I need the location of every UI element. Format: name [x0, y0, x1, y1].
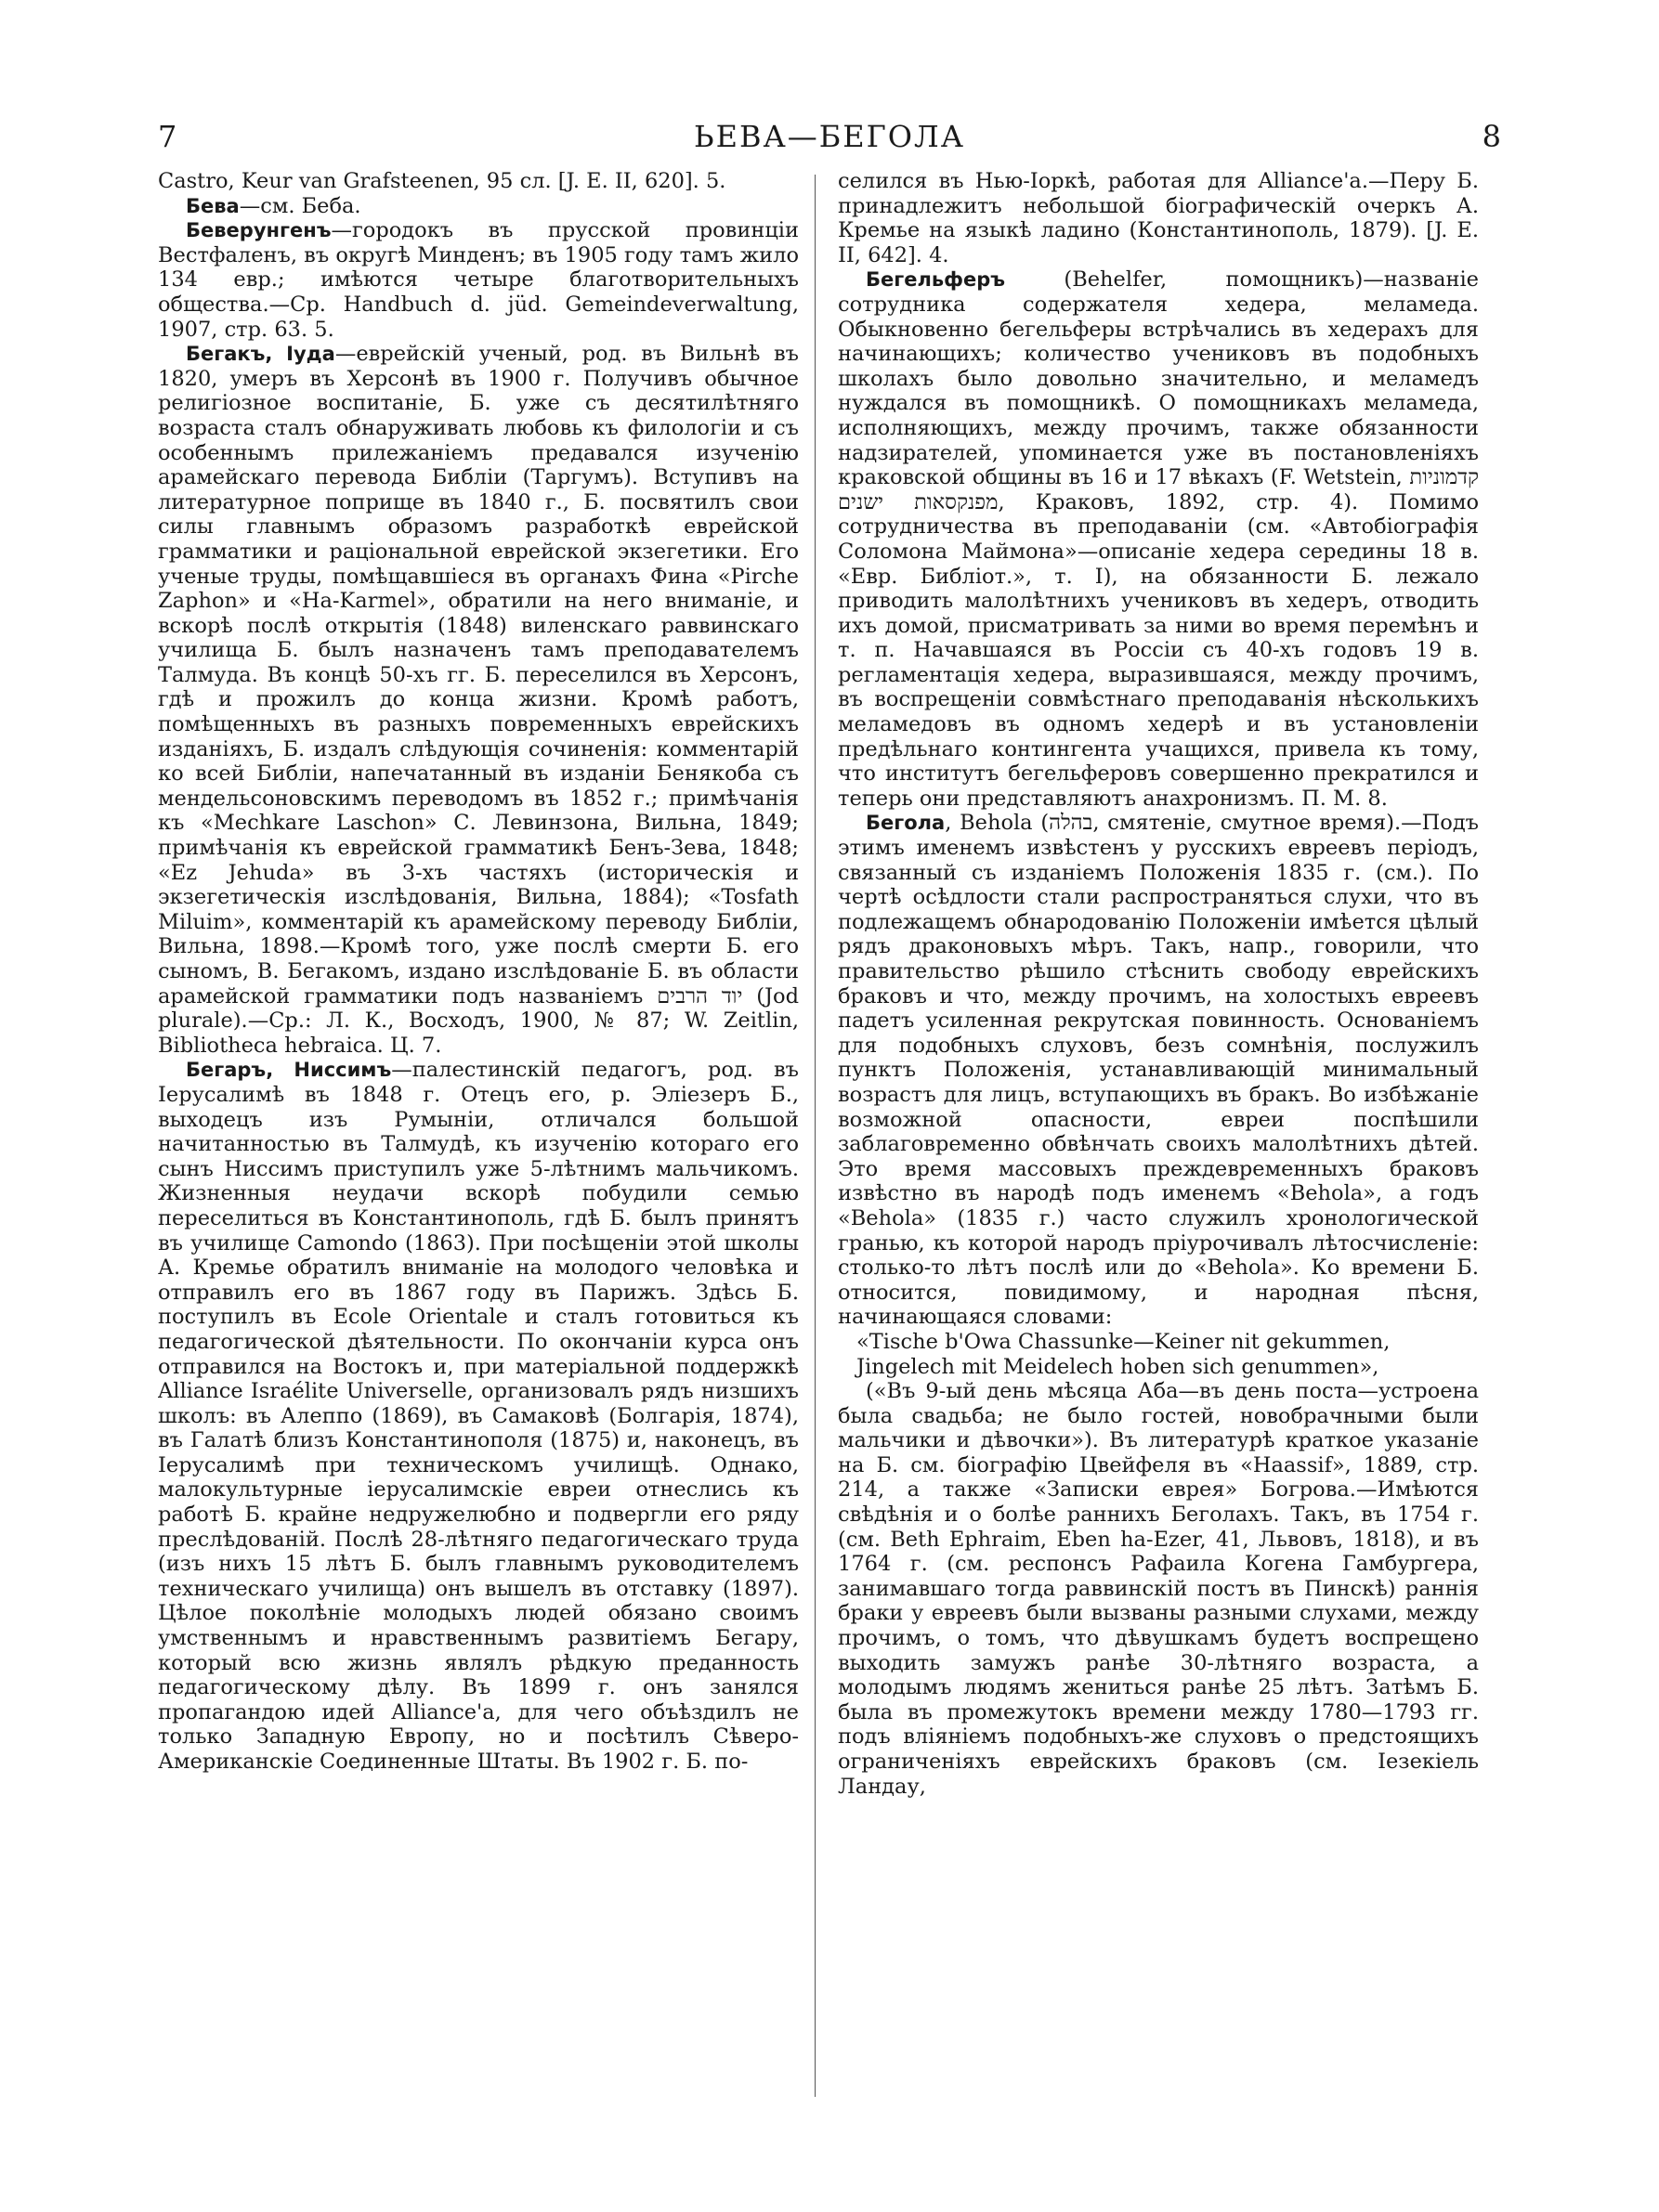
entry-text: (Behelfer, помощникъ)—названіе сотрудника содержателя хедера, меламеда. Обыкновенно бегельферы встрѣчались въ хедерахъ для начинающихъ; количество учениковъ въ подобныхъ школахъ было довольно значительно, и меламедъ нуждался въ помощникѣ. О помощникахъ меламеда, исполняющихъ, между прочимъ, также обязанности надзирателей, упоминается уже въ постановленіяхъ краковской общины въ 16 и 17 вѣкахъ (F. Wetstein, קדמוניות מפנקסאות ישנים, Краковъ, 1892, стр. 4). Помимо сотрудничества въ преподаваніи (см. «Автобіографія Соломона Маймона»—описаніе хедера середины 18 в. «Евр. Библіот.», т. I), на обязанности Б. лежало приводить малолѣтнихъ учениковъ въ хедеръ, отводить ихъ домой, присматривать за ними во время перемѣнъ и т. п. Начавшаяся въ Россіи съ 40-хъ годовъ 19 в. регламентація хедера, выразившаяся, между прочимъ, въ воспрещеніи совмѣстнаго преподаванія нѣсколькихъ меламедовъ въ одномъ хедерѣ и въ установленіи предѣльнаго контингента учащихся, привела къ тому, что институтъ бегельферовъ совершенно прекратился и теперь они представляютъ анахронизмъ. П. М. 8.: [838, 267, 1479, 811]
running-title: ЬЕВА—БЕГОЛА: [694, 119, 965, 154]
song-quote-line-2: Jingelech mit Meidelech hoben sich genummen»,: [856, 1354, 1379, 1379]
entry-headword: Бегакъ, Іуда: [186, 343, 335, 366]
entry-headword: Бегаръ, Ниссимъ: [186, 1059, 392, 1082]
left-column: [158, 169, 799, 2101]
page-number-left: 7: [158, 119, 177, 154]
page-number-right: 8: [1482, 119, 1501, 154]
entry-beverungen: [158, 218, 799, 342]
column-divider: [815, 175, 816, 2097]
entry-headword: Бегельферъ: [866, 268, 1006, 292]
continuation-paragraph: Castro, Keur van Grafsteenen, 95 сл. [J. E. II, 620]. 5.: [158, 169, 726, 193]
continuation-paragraph: селился въ Нью-Іоркѣ, работая для Alliance'a.—Перу Б. принадлежитъ небольшой біографическій очеркъ А. Кремье на языкѣ ладино (Константинополь, 1879). [J. E. II, 642]. 4.: [838, 169, 1479, 267]
entry-begelfer: [838, 267, 1479, 811]
right-column: [838, 169, 1479, 2101]
entry-text: —еврейскій ученый, род. въ Вильнѣ въ 1820, умеръ въ Херсонѣ въ 1900 г. Получивъ обычное религіозное воспитаніе, Б. уже съ десятилѣтняго возраста сталъ обнаруживать любовь къ филологіи и съ особеннымъ прилежаніемъ предавался изученію арамейскаго перевода Библіи (Таргумъ). Вступивъ на литературное поприще въ 1840 г., Б. посвятилъ свои силы главнымъ образомъ разработкѣ еврейской грамматики и раціональной еврейской экзегетики. Его ученые труды, помѣщавшіеся въ органахъ Фина «Pirche Zaphon» и «Ha-Karmel», обратили на него вниманіе, и вскорѣ послѣ открытія (1848) виленскаго раввинскаго училища Б. былъ назначенъ тамъ преподавателемъ Талмуда. Въ концѣ 50-хъ гг. Б. переселился въ Херсонъ, гдѣ и прожилъ до конца жизни. Кромѣ работъ, помѣщенныхъ въ разныхъ повременныхъ еврейскихъ изданіяхъ, Б. издалъ слѣдующія сочиненія: комментарій ко всей Библіи, напечатанный въ изданіи Бенякоба съ мендельсоновскимъ переводомъ въ 1852 г.; примѣчанія къ «Mechkare Laschon» С. Левинзона, Вильна, 1849; примѣчанія къ еврейской грамматикѣ Бенъ-Зева, 1848; «Ez Jehuda» въ 3-хъ частяхъ (историческія и экзегетическія изслѣдованія, Вильна, 1884); «Tosfath Miluim», комментарій къ арамейскому переводу Библіи, Вильна, 1898.—Кромѣ того, уже послѣ смерти Б. его сыномъ, В. Бегакомъ, издано изслѣдованіе Б. въ области арамейской грамматики подъ названіемъ יוד הרבים (Jod plurale).—Ср.: Л. К., Восходъ, 1900, № 87; W. Zeitlin, Bibliotheca hebraica. Ц. 7.: [158, 342, 799, 1058]
entry-text: —городокъ въ прусской провинціи Вестфаленъ, въ округѣ Минденъ; въ 1905 году тамъ жило 134 евр.; имѣются четыре благотворительныхъ общества.—Ср. Handbuch d. jüd. Gemeindeverwaltung, 1907, стр. 63. 5.: [158, 218, 799, 342]
entry-headword: Бева: [186, 194, 240, 217]
entry-text: , Behola (בהלה, смятеніе, смутное время).—Подъ этимъ именемъ извѣстенъ у русскихъ евреевъ періодъ, связанный съ изданіемъ Положенія 1835 г. (см.). По чертѣ осѣдлости стали распространяться слухи, что въ подлежащемъ обнародованію Положеніи имѣется цѣлый рядъ драконовыхъ мѣръ. Такъ, напр., говорили, что правительство рѣшило стѣснить свободу еврейскихъ браковъ и что, между прочимъ, на холостыхъ евреевъ падетъ усиленная рекрутская повинность. Основаніемъ для подобныхъ слуховъ, безъ сомнѣнія, послужилъ пунктъ Положенія, устанавливающій минимальный возрастъ для лицъ, вступающихъ въ бракъ. Во избѣжаніе возможной опасности, евреи поспѣшили заблаговременно обвѣнчать своихъ малолѣтнихъ дѣтей. Это время массовыхъ преждевременныхъ браковъ извѣстно въ народѣ подъ именемъ «Behola», а годъ «Behola» (1835 г.) часто служилъ хронологической гранью, къ которой народъ пріурочивалъ лѣтосчисленіе: столько-то лѣтъ послѣ или до «Behola». Ко времени Б. относится, повидимому, и народная пѣсня, начинающаяся словами:: [838, 811, 1479, 1330]
entry-headword: Беверунгенъ: [186, 219, 332, 242]
entry-headword: Бегола: [866, 812, 946, 835]
page-header: [158, 119, 1501, 160]
entry-begola-continued: («Въ 9-ый день мѣсяца Аба—въ день поста—устроена была свадьба; не было гостей, новобрачными были мальчики и дѣвочки»). Въ литературѣ краткое указаніе на Б. см. біографію Цвейфеля въ «Haassif», 1889, стр. 214, а также «Записки еврея» Богрова.—Имѣются свѣдѣнія и о болѣе раннихъ Беголахъ. Такъ, въ 1754 г. (см. Beth Ephraim, Eben ha-Ezer, 41, Львовъ, 1818), и въ 1764 г. (см. респонсъ Рафаила Когена Гамбургера, занимавшаго тогда раввинскій постъ въ Пинскѣ) раннія браки у евреевъ были вызваны разными слухами, между прочимъ, о томъ, что дѣвушкамъ будетъ воспрещено выходить замужъ ранѣе 30-лѣтняго возраста, а молодымъ людямъ жениться ранѣе 25 лѣтъ. Затѣмъ Б. была въ промежутокъ времени между 1780—1793 гг. подъ вліяніемъ подобныхъ-же слуховъ о предстоящихъ ограниченіяхъ еврейскихъ браковъ (см. Іезекіель Ландау,: [838, 1379, 1479, 1799]
entry-begola: [838, 811, 1479, 1329]
entry-begar: [158, 1058, 799, 1774]
entry-beva: [158, 194, 799, 219]
entry-text: —палестинскій педагогъ, род. въ Іерусалимѣ въ 1848 г. Отецъ его, р. Эліезеръ Б., выходецъ изъ Румыніи, отличался большой начитанностью въ Талмудѣ, къ изученію котораго его сынъ Ниссимъ приступилъ уже 5-лѣтнимъ мальчикомъ. Жизненныя неудачи вскорѣ побудили семью переселиться въ Константинополь, гдѣ Б. былъ принятъ въ училище Camondo (1863). При посѣщеніи этой школы А. Кремье обратилъ вниманіе на молодого человѣка и отправилъ его въ 1867 году въ Парижъ. Здѣсь Б. поступилъ въ Ecole Orientale и сталъ готовиться къ педагогической дѣятельности. По окончаніи курса онъ отправился на Востокъ и, при матеріальной поддержкѣ Alliance Israélite Universelle, организовалъ рядъ низшихъ школъ: въ Алеппо (1869), въ Самаковѣ (Болгарія, 1874), въ Галатѣ близъ Константинополя (1875) и, наконецъ, въ Іерусалимѣ при техническомъ училищѣ. Однако, малокультурные іерусалимскіе евреи отнеслись къ работѣ Б. крайне недружелюбно и подвергли его ряду преслѣдованій. Послѣ 28-лѣтняго педагогическаго труда (изъ нихъ 15 лѣтъ Б. былъ главнымъ руководителемъ техническаго училища) онъ вышелъ въ отставку (1897). Цѣлое поколѣніе молодыхъ людей обязано своимъ умственнымъ и нравственнымъ развитіемъ Бегару, который всю жизнь являлъ рѣдкую преданность педагогическому дѣлу. Въ 1899 г. онъ занялся пропагандою идей Alliance'a, для чего объѣздилъ не только Западную Европу, но и посѣтилъ Сѣверо-Американскіе Соединенные Штаты. Въ 1902 г. Б. по-: [158, 1058, 799, 1774]
entry-begak: [158, 342, 799, 1058]
entry-text: —см. Беба.: [239, 193, 361, 218]
song-quote-line-1: «Tische b'Owa Chassunke—Keiner nit gekummen,: [856, 1329, 1391, 1354]
